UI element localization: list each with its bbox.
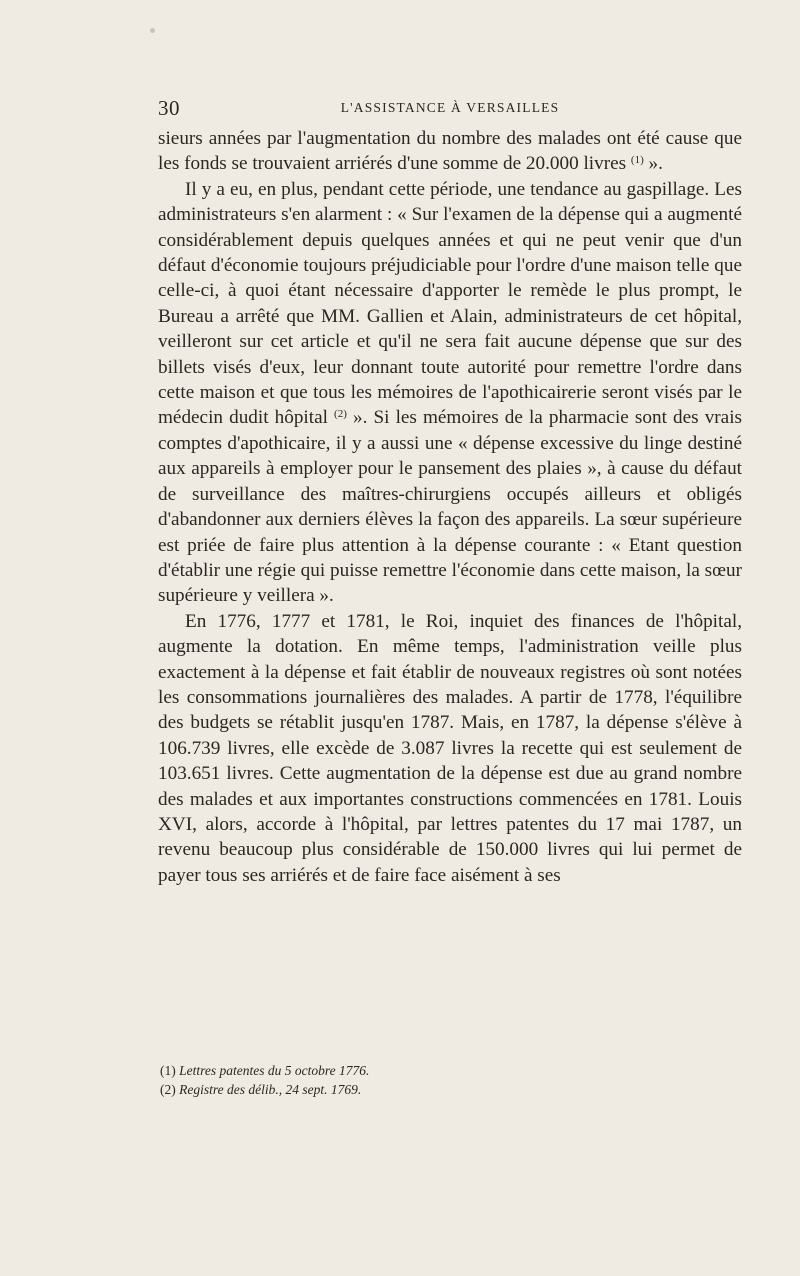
footnote-number: (1): [160, 1063, 176, 1078]
footnote-text: Registre des délib., 24 sept. 1769.: [179, 1082, 362, 1097]
paragraph-text: En 1776, 1777 et 1781, le Roi, inquiet des finances de l'hôpital, augmente la dotation. En même temps, l'administration veille plus exactement à la dépense et fait établir de nouveaux registres où sont notées les consommations journalières des malades. A partir de 1778, l'équilibre des budgets se rétablit jusqu'en 1787. Mais, en 1787, la dépense s'élève à 106.739 livres, elle excède de 3.087 livres la recette qui est seulement de 103.651 livres. Cette augmentation de la dépense est due au grand nombre des malades et aux importantes constructions commencées en 1781. Louis XVI, alors, accorde à l'hôpital, par lettres patentes du 17 mai 1787, un revenu beaucoup plus considérable de 150.000 livres qui lui permet de payer tous ses arriérés et de faire face aisément à ses: [158, 610, 742, 886]
paper-spot: [150, 28, 155, 33]
running-head: L'ASSISTANCE À VERSAILLES: [340, 100, 560, 115]
paragraph-text: Il y a eu, en plus, pendant cette période, une tendance au gaspillage. Les administrateurs s'en alarment : « Sur l'examen de la dépense qui a augmenté considérablement depuis quelques années et qui ne peut venir que d'un défaut d'économie toujours préjudiciable pour l'ordre d'une maison telle que celle-ci, à quoi étant nécessaire d'apporter le remède le plus prompt, le Bureau a arrêté que MM. Gallien et Alain, administrateurs de cet hôpital, veilleront sur cet article et qu'il ne sera fait aucune dépense que sur des billets visés d'eux, leur donnant toute autorité pour remettre l'ordre dans cette maison et que tous les mémoires de l'apothicairerie seront visés par le médecin dudit hôpital: [158, 178, 742, 429]
footnote-ref: (2): [334, 408, 347, 421]
paragraph: [158, 609, 742, 888]
footnote-text: Lettres patentes du 5 octobre 1776.: [179, 1063, 370, 1078]
page-header: [158, 96, 742, 120]
footnote: [160, 1080, 740, 1099]
paragraph-text: sieurs années par l'augmentation du nombre des malades ont été cause que les fonds se trouvaient arriérés d'une somme de 20.000 livres: [158, 128, 742, 175]
paragraph: [158, 126, 742, 177]
body-text: [158, 126, 742, 888]
footnotes: [160, 1061, 740, 1099]
paragraph-text: ». Si les mémoires de la pharmacie sont des vrais comptes d'apothicaire, il y a aussi une « dépense excessive du linge destiné aux appareils à employer pour le pansement des plaies », à cause du défaut de surveillance des maîtres-chirurgiens occupés ailleurs et obligés d'abandonner aux derniers élèves la façon des appareils. La sœur supérieure est priée de faire plus attention à la dépense courante : « Etant question d'établir une régie qui puisse remettre l'économie dans cette maison, la sœur supérieure y veillera ».: [158, 407, 742, 607]
footnote-ref: (1): [630, 154, 644, 167]
footnote: [160, 1061, 740, 1080]
paragraph: [158, 177, 742, 609]
page-number: 30: [158, 96, 180, 120]
paragraph-text: ».: [643, 153, 663, 175]
footnote-number: (2): [160, 1082, 176, 1097]
